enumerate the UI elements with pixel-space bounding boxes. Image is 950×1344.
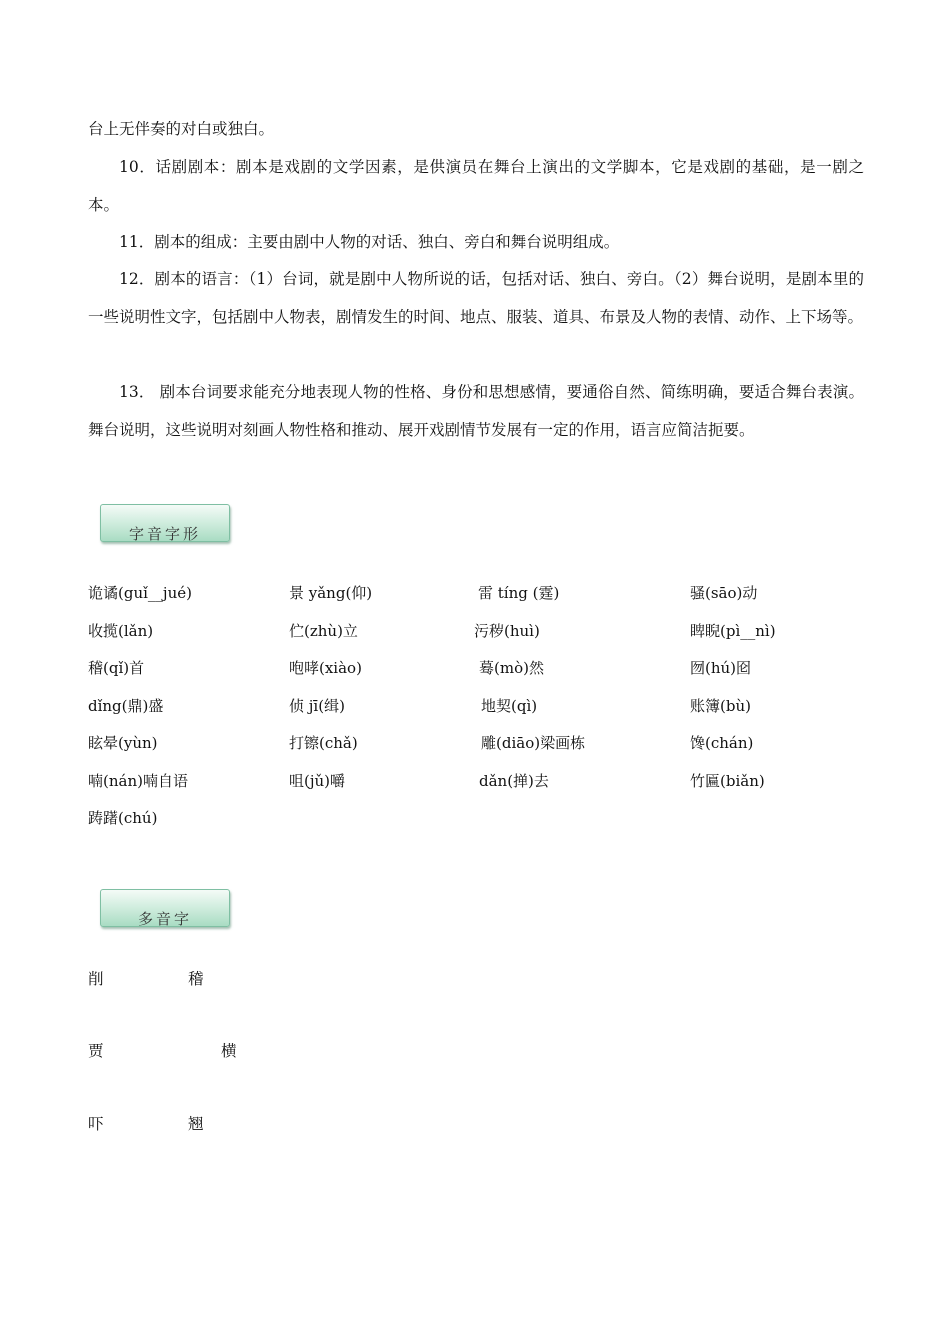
vocab-row bbox=[0, 769, 950, 793]
vocab-item: 雕(diāo)梁画栋 bbox=[481, 734, 586, 752]
polyphonic-char: 吓 bbox=[88, 1115, 104, 1133]
vocab-row bbox=[0, 806, 950, 830]
vocab-item: 打镲(chǎ) bbox=[289, 734, 358, 752]
vocab-row bbox=[0, 581, 950, 605]
polyphonic-row bbox=[0, 967, 950, 991]
polyphonic-row bbox=[0, 1039, 950, 1063]
vocab-row bbox=[0, 731, 950, 755]
vocab-item: 咀(jǔ)嚼 bbox=[289, 772, 346, 790]
vocab-row bbox=[0, 694, 950, 718]
paragraph-item-10: 10．话剧剧本：剧本是戏剧的文学因素，是供演员在舞台上演出的文学脚本，它是戏剧的基础，是一剧之本。 bbox=[88, 158, 864, 214]
vocab-item: 景 yǎng(仰) bbox=[289, 584, 373, 602]
vocab-item: 咆哮(xiào) bbox=[289, 659, 362, 677]
vocab-row bbox=[0, 619, 950, 643]
vocab-item: 雷 tíng (霆) bbox=[478, 584, 560, 602]
polyphonic-row bbox=[0, 1112, 950, 1136]
polyphonic-char: 贾 bbox=[88, 1042, 104, 1060]
vocab-item: 侦 jī(缉) bbox=[289, 697, 345, 715]
polyphonic-char: 稽 bbox=[188, 970, 204, 988]
polyphonic-char: 削 bbox=[88, 970, 104, 988]
paragraph-item-11: 11．剧本的组成：主要由剧中人物的对话、独白、旁白和舞台说明组成。 bbox=[119, 233, 620, 251]
vocab-item: 踌躇(chú) bbox=[88, 809, 158, 827]
vocab-row bbox=[0, 656, 950, 680]
vocab-item: 账簿(bù) bbox=[690, 697, 751, 715]
vocab-item: 馋(chán) bbox=[690, 734, 754, 752]
vocab-item: 喃(nán)喃自语 bbox=[88, 772, 188, 790]
vocab-item: dǐng(鼎)盛 bbox=[88, 697, 164, 715]
paragraph-item-13: 13． 剧本台词要求能充分地表现人物的性格、身份和思想感情，要通俗自然、简练明确，要适合舞台表演。 舞台说明，这些说明对刻画人物性格和推动、展开戏剧情节发展有一定的作用，语言应简洁扼要。 bbox=[88, 383, 864, 439]
polyphonic-char: 横 bbox=[221, 1042, 237, 1060]
vocab-item: 眩晕(yùn) bbox=[88, 734, 158, 752]
vocab-item: 诡谲(guǐ__jué) bbox=[88, 584, 192, 602]
vocab-item: 污秽(huì) bbox=[474, 622, 540, 640]
polyphonic-char: 翘 bbox=[188, 1115, 204, 1133]
section-header-sound-form bbox=[100, 504, 230, 542]
vocab-item: 竹匾(biǎn) bbox=[690, 772, 765, 790]
vocab-item: 睥睨(pì__nì) bbox=[690, 622, 776, 640]
section-title: 字音字形 bbox=[128, 525, 201, 542]
vocab-item: 地契(qì) bbox=[481, 697, 538, 715]
paragraph-continuation: 台上无伴奏的对白或独白。 bbox=[88, 120, 275, 138]
section-header-polyphonic bbox=[100, 889, 230, 927]
vocab-item: 囫(hú)囵 bbox=[690, 659, 752, 677]
paragraph-item-12: 12．剧本的语言：（1）台词，就是剧中人物所说的话，包括对话、独白、旁白。（2）舞台说明，是剧本里的一些说明性文字，包括剧中人物表，剧情发生的时间、地点、服装、道具、布景及人物的表情、动作、上下场等。 bbox=[88, 270, 864, 326]
vocab-item: 稽(qǐ)首 bbox=[88, 659, 145, 677]
section-title: 多音字 bbox=[137, 910, 192, 927]
vocab-item: 骚(sāo)动 bbox=[690, 584, 758, 602]
vocab-item: 蓦(mò)然 bbox=[479, 659, 544, 677]
vocab-item: 伫(zhù)立 bbox=[289, 622, 358, 640]
vocab-item: 收揽(lǎn) bbox=[88, 622, 154, 640]
vocab-item: dǎn(掸)去 bbox=[479, 772, 549, 790]
